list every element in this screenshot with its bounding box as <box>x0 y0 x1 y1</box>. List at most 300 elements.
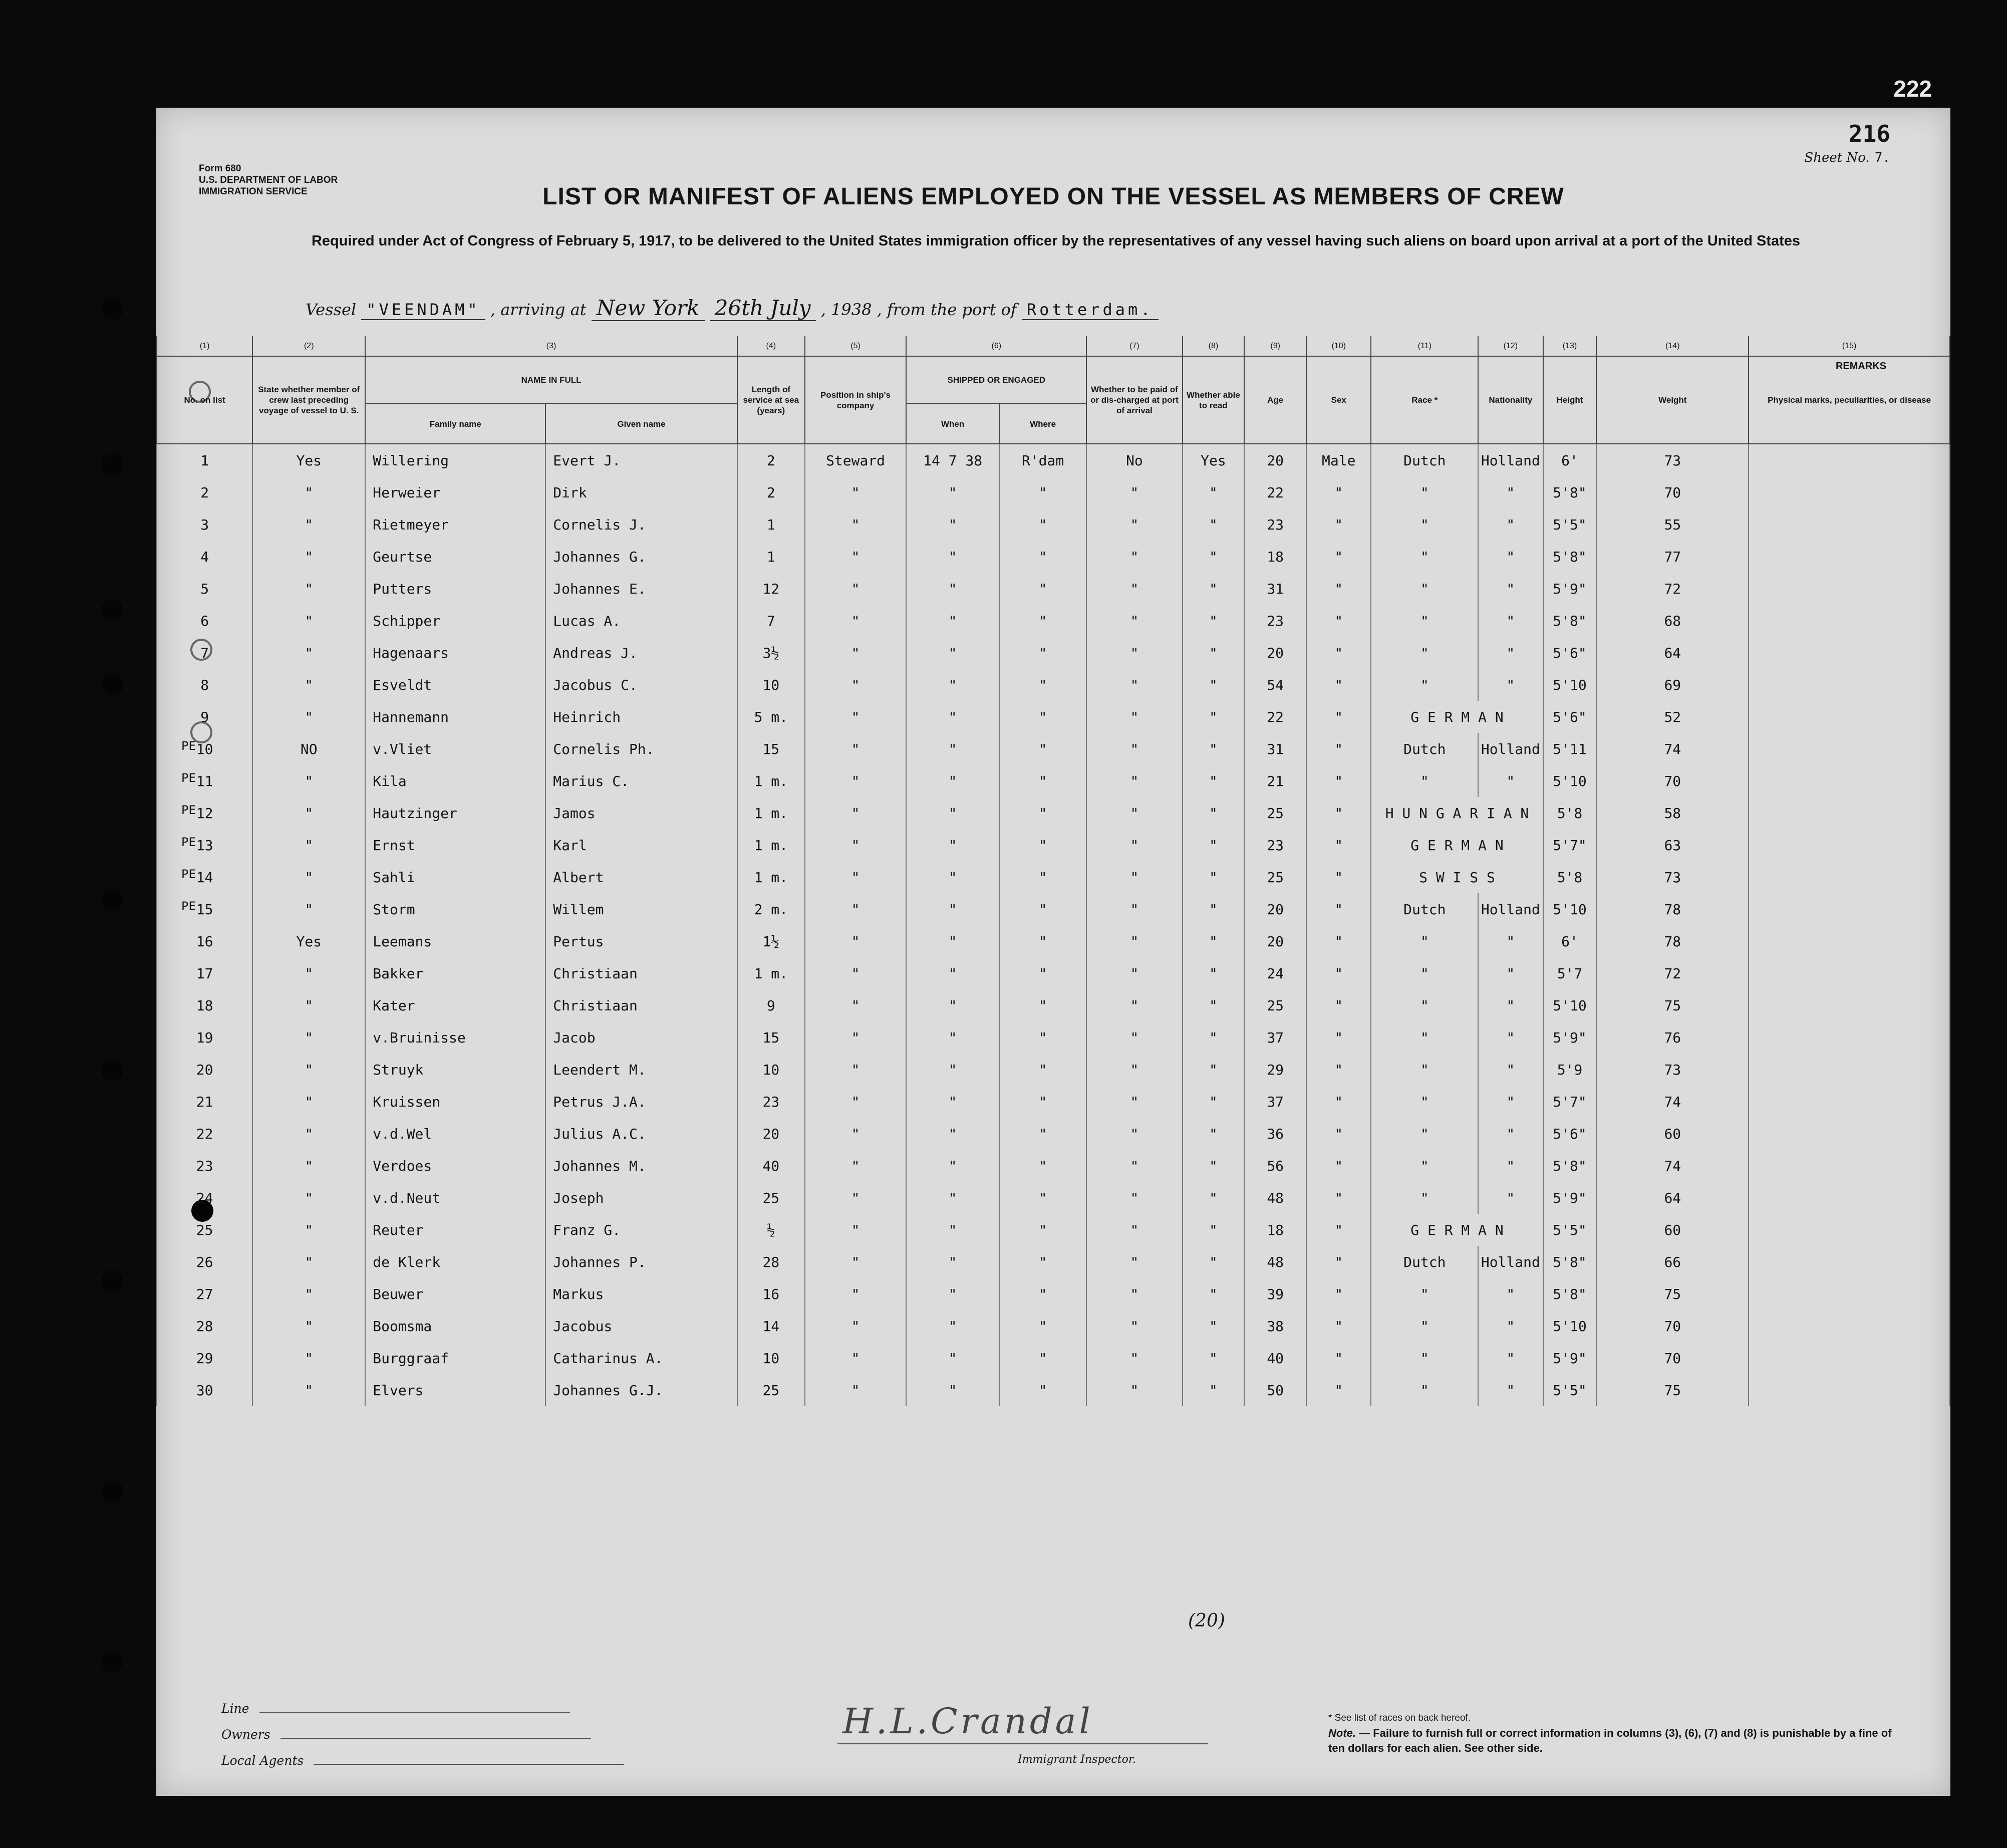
cell-paid: " <box>1086 701 1182 733</box>
col-number: (3) <box>365 336 737 356</box>
cell-service: 10 <box>737 1053 805 1086</box>
note-label: Note. <box>1328 1727 1356 1739</box>
cell-nationality: " <box>1478 541 1543 573</box>
cell-service: 9 <box>737 989 805 1021</box>
cell-position: " <box>805 1246 907 1278</box>
cell-when: " <box>906 765 999 797</box>
cell-sex: " <box>1306 925 1371 957</box>
cell-race: " <box>1371 1118 1478 1150</box>
cell-weight: 72 <box>1596 957 1749 989</box>
cell-prior: Yes <box>252 925 365 957</box>
cell-sex: " <box>1306 893 1371 925</box>
table-row <box>157 637 1950 669</box>
cell-given: Catharinus A. <box>545 1342 737 1374</box>
cell-prior: " <box>252 573 365 605</box>
agents-label: Local Agents <box>221 1753 304 1768</box>
cell-nationality: " <box>1478 1021 1543 1053</box>
punch-hole-icon <box>101 674 123 696</box>
cell-height: 5'10 <box>1543 893 1597 925</box>
table-row <box>157 605 1950 637</box>
cell-prior: " <box>252 669 365 701</box>
cell-family: Esveldt <box>365 669 545 701</box>
cell-prior: " <box>252 797 365 829</box>
cell-sex: " <box>1306 797 1371 829</box>
cell-weight: 74 <box>1596 733 1749 765</box>
cell-when: " <box>906 1150 999 1182</box>
cell-no: 6 <box>157 605 252 637</box>
cell-no: 9 <box>157 701 252 733</box>
cell-service: 10 <box>737 1342 805 1374</box>
cell-sex: " <box>1306 1182 1371 1214</box>
cell-no: 15 <box>157 893 252 925</box>
header-physical: Physical marks, peculiarities, or disease <box>1749 356 1950 444</box>
cell-age: 40 <box>1244 1342 1306 1374</box>
cell-paid: " <box>1086 1342 1182 1374</box>
cell-given: Heinrich <box>545 701 737 733</box>
cell-nationality: " <box>1478 1342 1543 1374</box>
pe-mark: PE <box>181 899 196 913</box>
arrival-year: , 1938 <box>820 300 872 319</box>
cell-age: 48 <box>1244 1246 1306 1278</box>
cell-read: " <box>1183 1118 1245 1150</box>
table-row <box>157 573 1950 605</box>
departure-port: Rotterdam. <box>1026 300 1154 319</box>
cell-family: Hagenaars <box>365 637 545 669</box>
cell-race: " <box>1371 1310 1478 1342</box>
table-row <box>157 1278 1950 1310</box>
cell-nationality: Holland <box>1478 444 1543 476</box>
cell-weight: 70 <box>1596 1310 1749 1342</box>
cell-when: " <box>906 1342 999 1374</box>
punch-hole-icon <box>101 453 123 475</box>
cell-age: 37 <box>1244 1021 1306 1053</box>
cell-read: " <box>1183 925 1245 957</box>
cell-prior: " <box>252 1053 365 1086</box>
cell-when: " <box>906 861 999 893</box>
cell-nationality: " <box>1478 1086 1543 1118</box>
cell-prior: " <box>252 1182 365 1214</box>
cell-position: " <box>805 573 907 605</box>
cell-height: 5'5" <box>1543 508 1597 541</box>
cell-age: 20 <box>1244 893 1306 925</box>
cell-no: 8 <box>157 669 252 701</box>
cell-where: " <box>999 1021 1086 1053</box>
cell-position: " <box>805 893 907 925</box>
cell-position: " <box>805 1310 907 1342</box>
cell-prior: " <box>252 1021 365 1053</box>
cell-given: Evert J. <box>545 444 737 476</box>
cell-sex: " <box>1306 1342 1371 1374</box>
cell-age: 23 <box>1244 605 1306 637</box>
cell-family: Rietmeyer <box>365 508 545 541</box>
cell-race: " <box>1371 476 1478 508</box>
cell-paid: " <box>1086 476 1182 508</box>
cell-when: " <box>906 925 999 957</box>
cell-no: 25 <box>157 1214 252 1246</box>
cell-given: Dirk <box>545 476 737 508</box>
cell-position: " <box>805 701 907 733</box>
cell-physical <box>1749 1342 1950 1374</box>
cell-sex: " <box>1306 989 1371 1021</box>
cell-nationality: " <box>1478 1118 1543 1150</box>
cell-service: 1 m. <box>737 829 805 861</box>
cell-when: " <box>906 1214 999 1246</box>
punch-hole-icon <box>101 298 123 320</box>
cell-nationality: " <box>1478 508 1543 541</box>
cell-prior: " <box>252 893 365 925</box>
cell-paid: " <box>1086 925 1182 957</box>
signature-line <box>837 1743 1208 1744</box>
cell-prior: " <box>252 861 365 893</box>
cell-paid: " <box>1086 573 1182 605</box>
cell-no: 14 <box>157 861 252 893</box>
cell-read: " <box>1183 1278 1245 1310</box>
cell-service: 15 <box>737 1021 805 1053</box>
cell-where: " <box>999 893 1086 925</box>
cell-race: H U N G A R I A N <box>1371 797 1543 829</box>
cell-age: 36 <box>1244 1118 1306 1150</box>
cell-age: 18 <box>1244 541 1306 573</box>
cell-age: 31 <box>1244 733 1306 765</box>
cell-read: " <box>1183 893 1245 925</box>
cell-height: 5'8" <box>1543 476 1597 508</box>
cell-no: 22 <box>157 1118 252 1150</box>
cell-race: " <box>1371 508 1478 541</box>
sheet-number <box>1804 150 1890 165</box>
cell-no: 10 <box>157 733 252 765</box>
cell-prior: " <box>252 637 365 669</box>
cell-when: " <box>906 476 999 508</box>
table-row <box>157 861 1950 893</box>
cell-age: 54 <box>1244 669 1306 701</box>
cell-age: 20 <box>1244 925 1306 957</box>
cell-service: 1 m. <box>737 765 805 797</box>
cell-age: 20 <box>1244 637 1306 669</box>
cell-physical <box>1749 1021 1950 1053</box>
cell-given: Cornelis J. <box>545 508 737 541</box>
cell-family: Schipper <box>365 605 545 637</box>
cell-height: 5'7" <box>1543 829 1597 861</box>
cell-prior: " <box>252 1374 365 1406</box>
cell-sex: Male <box>1306 444 1371 476</box>
cell-when: " <box>906 701 999 733</box>
table-row <box>157 1150 1950 1182</box>
cell-race: " <box>1371 669 1478 701</box>
cell-family: Beuwer <box>365 1278 545 1310</box>
cell-where: " <box>999 989 1086 1021</box>
cell-given: Pertus <box>545 925 737 957</box>
cell-physical <box>1749 573 1950 605</box>
cell-where: " <box>999 1246 1086 1278</box>
cell-read: " <box>1183 637 1245 669</box>
cell-prior: " <box>252 957 365 989</box>
pe-mark: PE <box>181 771 196 785</box>
cell-given: Petrus J.A. <box>545 1086 737 1118</box>
cell-prior: NO <box>252 733 365 765</box>
cell-when: 14 7 38 <box>906 444 999 476</box>
cell-given: Christiaan <box>545 989 737 1021</box>
cell-sex: " <box>1306 508 1371 541</box>
races-note: * See list of races on back hereof. <box>1328 1713 1471 1723</box>
cell-given: Julius A.C. <box>545 1118 737 1150</box>
cell-where: " <box>999 508 1086 541</box>
cell-height: 5'6" <box>1543 701 1597 733</box>
cell-nationality: " <box>1478 1182 1543 1214</box>
cell-race: Dutch <box>1371 893 1478 925</box>
cell-paid: " <box>1086 957 1182 989</box>
cell-paid: " <box>1086 1182 1182 1214</box>
pe-mark: PE <box>181 803 196 817</box>
cell-service: 10 <box>737 669 805 701</box>
cell-family: v.d.Wel <box>365 1118 545 1150</box>
table-row <box>157 508 1950 541</box>
cell-read: " <box>1183 957 1245 989</box>
header-shipped: SHIPPED OR ENGAGED <box>906 356 1086 404</box>
cell-race: " <box>1371 541 1478 573</box>
cell-family: Struyk <box>365 1053 545 1086</box>
cell-where: " <box>999 1182 1086 1214</box>
cell-paid: " <box>1086 797 1182 829</box>
cell-height: 5'10 <box>1543 669 1597 701</box>
cell-where: " <box>999 1342 1086 1374</box>
cell-family: Leemans <box>365 925 545 957</box>
cell-no: 23 <box>157 1150 252 1182</box>
cell-read: " <box>1183 476 1245 508</box>
cell-nationality: " <box>1478 637 1543 669</box>
cell-given: Jacobus <box>545 1310 737 1342</box>
cell-physical <box>1749 765 1950 797</box>
cell-no: 4 <box>157 541 252 573</box>
sheet-label: Sheet No. <box>1804 150 1870 165</box>
cell-age: 21 <box>1244 765 1306 797</box>
header-weight: Weight <box>1596 356 1749 444</box>
cell-height: 5'8" <box>1543 1278 1597 1310</box>
cell-read: " <box>1183 508 1245 541</box>
col-number: (11) <box>1371 336 1478 356</box>
from-label: , from the port of <box>877 300 1017 319</box>
cell-race: " <box>1371 1150 1478 1182</box>
cell-where: " <box>999 861 1086 893</box>
cell-where: " <box>999 1310 1086 1342</box>
cell-when: " <box>906 1086 999 1118</box>
cell-no: 19 <box>157 1021 252 1053</box>
cell-service: 1 <box>737 508 805 541</box>
cell-given: Johannes G. <box>545 541 737 573</box>
cell-sex: " <box>1306 1310 1371 1342</box>
cell-read: " <box>1183 1086 1245 1118</box>
cell-service: 2 m. <box>737 893 805 925</box>
cell-family: Bakker <box>365 957 545 989</box>
cell-physical <box>1749 701 1950 733</box>
cell-no: 24 <box>157 1182 252 1214</box>
table-row <box>157 1182 1950 1214</box>
cell-position: " <box>805 1118 907 1150</box>
cell-where: " <box>999 605 1086 637</box>
table-row <box>157 765 1950 797</box>
cell-sex: " <box>1306 733 1371 765</box>
header-prior-voyage: State whether member of crew last preceding voyage of vessel to U. S. <box>252 356 365 444</box>
cell-physical <box>1749 893 1950 925</box>
punch-hole-icon <box>101 1270 123 1292</box>
cell-no: 1 <box>157 444 252 476</box>
cell-race: " <box>1371 957 1478 989</box>
cell-sex: " <box>1306 541 1371 573</box>
cell-prior: " <box>252 1214 365 1246</box>
total-count: (20) <box>1188 1611 1225 1631</box>
cell-physical <box>1749 797 1950 829</box>
cell-position: " <box>805 1374 907 1406</box>
cell-no: 3 <box>157 508 252 541</box>
signature-label: Immigrant Inspector. <box>1018 1753 1136 1766</box>
cell-service: 5 m. <box>737 701 805 733</box>
cell-age: 38 <box>1244 1310 1306 1342</box>
cell-physical <box>1749 1182 1950 1214</box>
cell-given: Andreas J. <box>545 637 737 669</box>
cell-physical <box>1749 1214 1950 1246</box>
punch-hole-icon <box>101 1480 123 1502</box>
cell-weight: 76 <box>1596 1021 1749 1053</box>
cell-service: 3½ <box>737 637 805 669</box>
cell-physical <box>1749 541 1950 573</box>
cell-physical <box>1749 444 1950 476</box>
cell-read: " <box>1183 989 1245 1021</box>
cell-prior: " <box>252 1086 365 1118</box>
cell-position: " <box>805 1342 907 1374</box>
cell-where: " <box>999 925 1086 957</box>
cell-where: " <box>999 476 1086 508</box>
cell-family: Storm <box>365 893 545 925</box>
cell-given: Markus <box>545 1278 737 1310</box>
cell-family: Kater <box>365 989 545 1021</box>
cell-age: 22 <box>1244 701 1306 733</box>
header-read: Whether able to read <box>1183 356 1245 444</box>
cell-physical <box>1749 1118 1950 1150</box>
col-number: (7) <box>1086 336 1182 356</box>
cell-where: " <box>999 1150 1086 1182</box>
cell-physical <box>1749 1086 1950 1118</box>
table-row <box>157 1342 1950 1374</box>
cell-nationality: " <box>1478 605 1543 637</box>
cell-weight: 64 <box>1596 637 1749 669</box>
cell-physical <box>1749 669 1950 701</box>
cell-given: Leendert M. <box>545 1053 737 1086</box>
cell-prior: " <box>252 508 365 541</box>
cell-when: " <box>906 957 999 989</box>
cell-height: 5'10 <box>1543 1310 1597 1342</box>
cell-height: 5'10 <box>1543 989 1597 1021</box>
cell-family: Sahli <box>365 861 545 893</box>
cell-position: " <box>805 765 907 797</box>
table-row <box>157 1086 1950 1118</box>
cell-height: 5'9" <box>1543 573 1597 605</box>
cell-sex: " <box>1306 957 1371 989</box>
cell-sex: " <box>1306 1086 1371 1118</box>
line-label: Line <box>221 1701 249 1716</box>
cell-paid: " <box>1086 1246 1182 1278</box>
cell-nationality: " <box>1478 925 1543 957</box>
cell-where: " <box>999 541 1086 573</box>
cell-service: 2 <box>737 476 805 508</box>
cell-height: 5'10 <box>1543 765 1597 797</box>
cell-no: 21 <box>157 1086 252 1118</box>
cell-race: " <box>1371 1053 1478 1086</box>
pe-mark: PE <box>181 835 196 849</box>
cell-no: 26 <box>157 1246 252 1278</box>
cell-weight: 69 <box>1596 669 1749 701</box>
cell-where: " <box>999 957 1086 989</box>
cell-where: " <box>999 797 1086 829</box>
cell-weight: 58 <box>1596 797 1749 829</box>
cell-physical <box>1749 605 1950 637</box>
cell-position: " <box>805 1214 907 1246</box>
cell-given: Lucas A. <box>545 605 737 637</box>
cell-physical <box>1749 1278 1950 1310</box>
cell-given: Karl <box>545 829 737 861</box>
table-row <box>157 541 1950 573</box>
cell-when: " <box>906 1021 999 1053</box>
table-row <box>157 669 1950 701</box>
cell-weight: 70 <box>1596 476 1749 508</box>
cell-service: ½ <box>737 1214 805 1246</box>
sheet-stamp: 216 <box>1848 120 1890 147</box>
cell-race: " <box>1371 637 1478 669</box>
cell-where: " <box>999 1278 1086 1310</box>
cell-no: 7 <box>157 637 252 669</box>
cell-prior: " <box>252 1278 365 1310</box>
cell-position: " <box>805 1182 907 1214</box>
table-row <box>157 1053 1950 1086</box>
cell-position: " <box>805 508 907 541</box>
cell-family: v.Vliet <box>365 733 545 765</box>
header-race: Race * <box>1371 356 1478 444</box>
cell-read: " <box>1183 829 1245 861</box>
col-number: (14) <box>1596 336 1749 356</box>
cell-when: " <box>906 1374 999 1406</box>
manifest-page <box>156 108 1950 1796</box>
cell-age: 18 <box>1244 1214 1306 1246</box>
header-given-name: Given name <box>545 404 737 444</box>
table-row <box>157 893 1950 925</box>
col-number: (1) <box>157 336 252 356</box>
cell-weight: 68 <box>1596 605 1749 637</box>
cell-weight: 73 <box>1596 1053 1749 1086</box>
cell-position: " <box>805 1150 907 1182</box>
arrival-port: New York <box>596 296 700 320</box>
cell-age: 20 <box>1244 444 1306 476</box>
cell-family: Boomsma <box>365 1310 545 1342</box>
cell-prior: " <box>252 1150 365 1182</box>
cell-position: " <box>805 1278 907 1310</box>
cell-family: Reuter <box>365 1214 545 1246</box>
cell-prior: " <box>252 1246 365 1278</box>
header-remarks: REMARKS <box>1835 361 1887 372</box>
cell-service: 7 <box>737 605 805 637</box>
cell-nationality: " <box>1478 1278 1543 1310</box>
cell-position: " <box>805 797 907 829</box>
cell-physical <box>1749 861 1950 893</box>
cell-paid: " <box>1086 508 1182 541</box>
cell-sex: " <box>1306 1374 1371 1406</box>
cell-sex: " <box>1306 701 1371 733</box>
cell-paid: " <box>1086 1118 1182 1150</box>
cell-physical <box>1749 957 1950 989</box>
vessel-name: "VEENDAM" <box>366 300 480 319</box>
cell-given: Cornelis Ph. <box>545 733 737 765</box>
cell-physical <box>1749 989 1950 1021</box>
cell-paid: No <box>1086 444 1182 476</box>
cell-paid: " <box>1086 1214 1182 1246</box>
cell-read: " <box>1183 1310 1245 1342</box>
